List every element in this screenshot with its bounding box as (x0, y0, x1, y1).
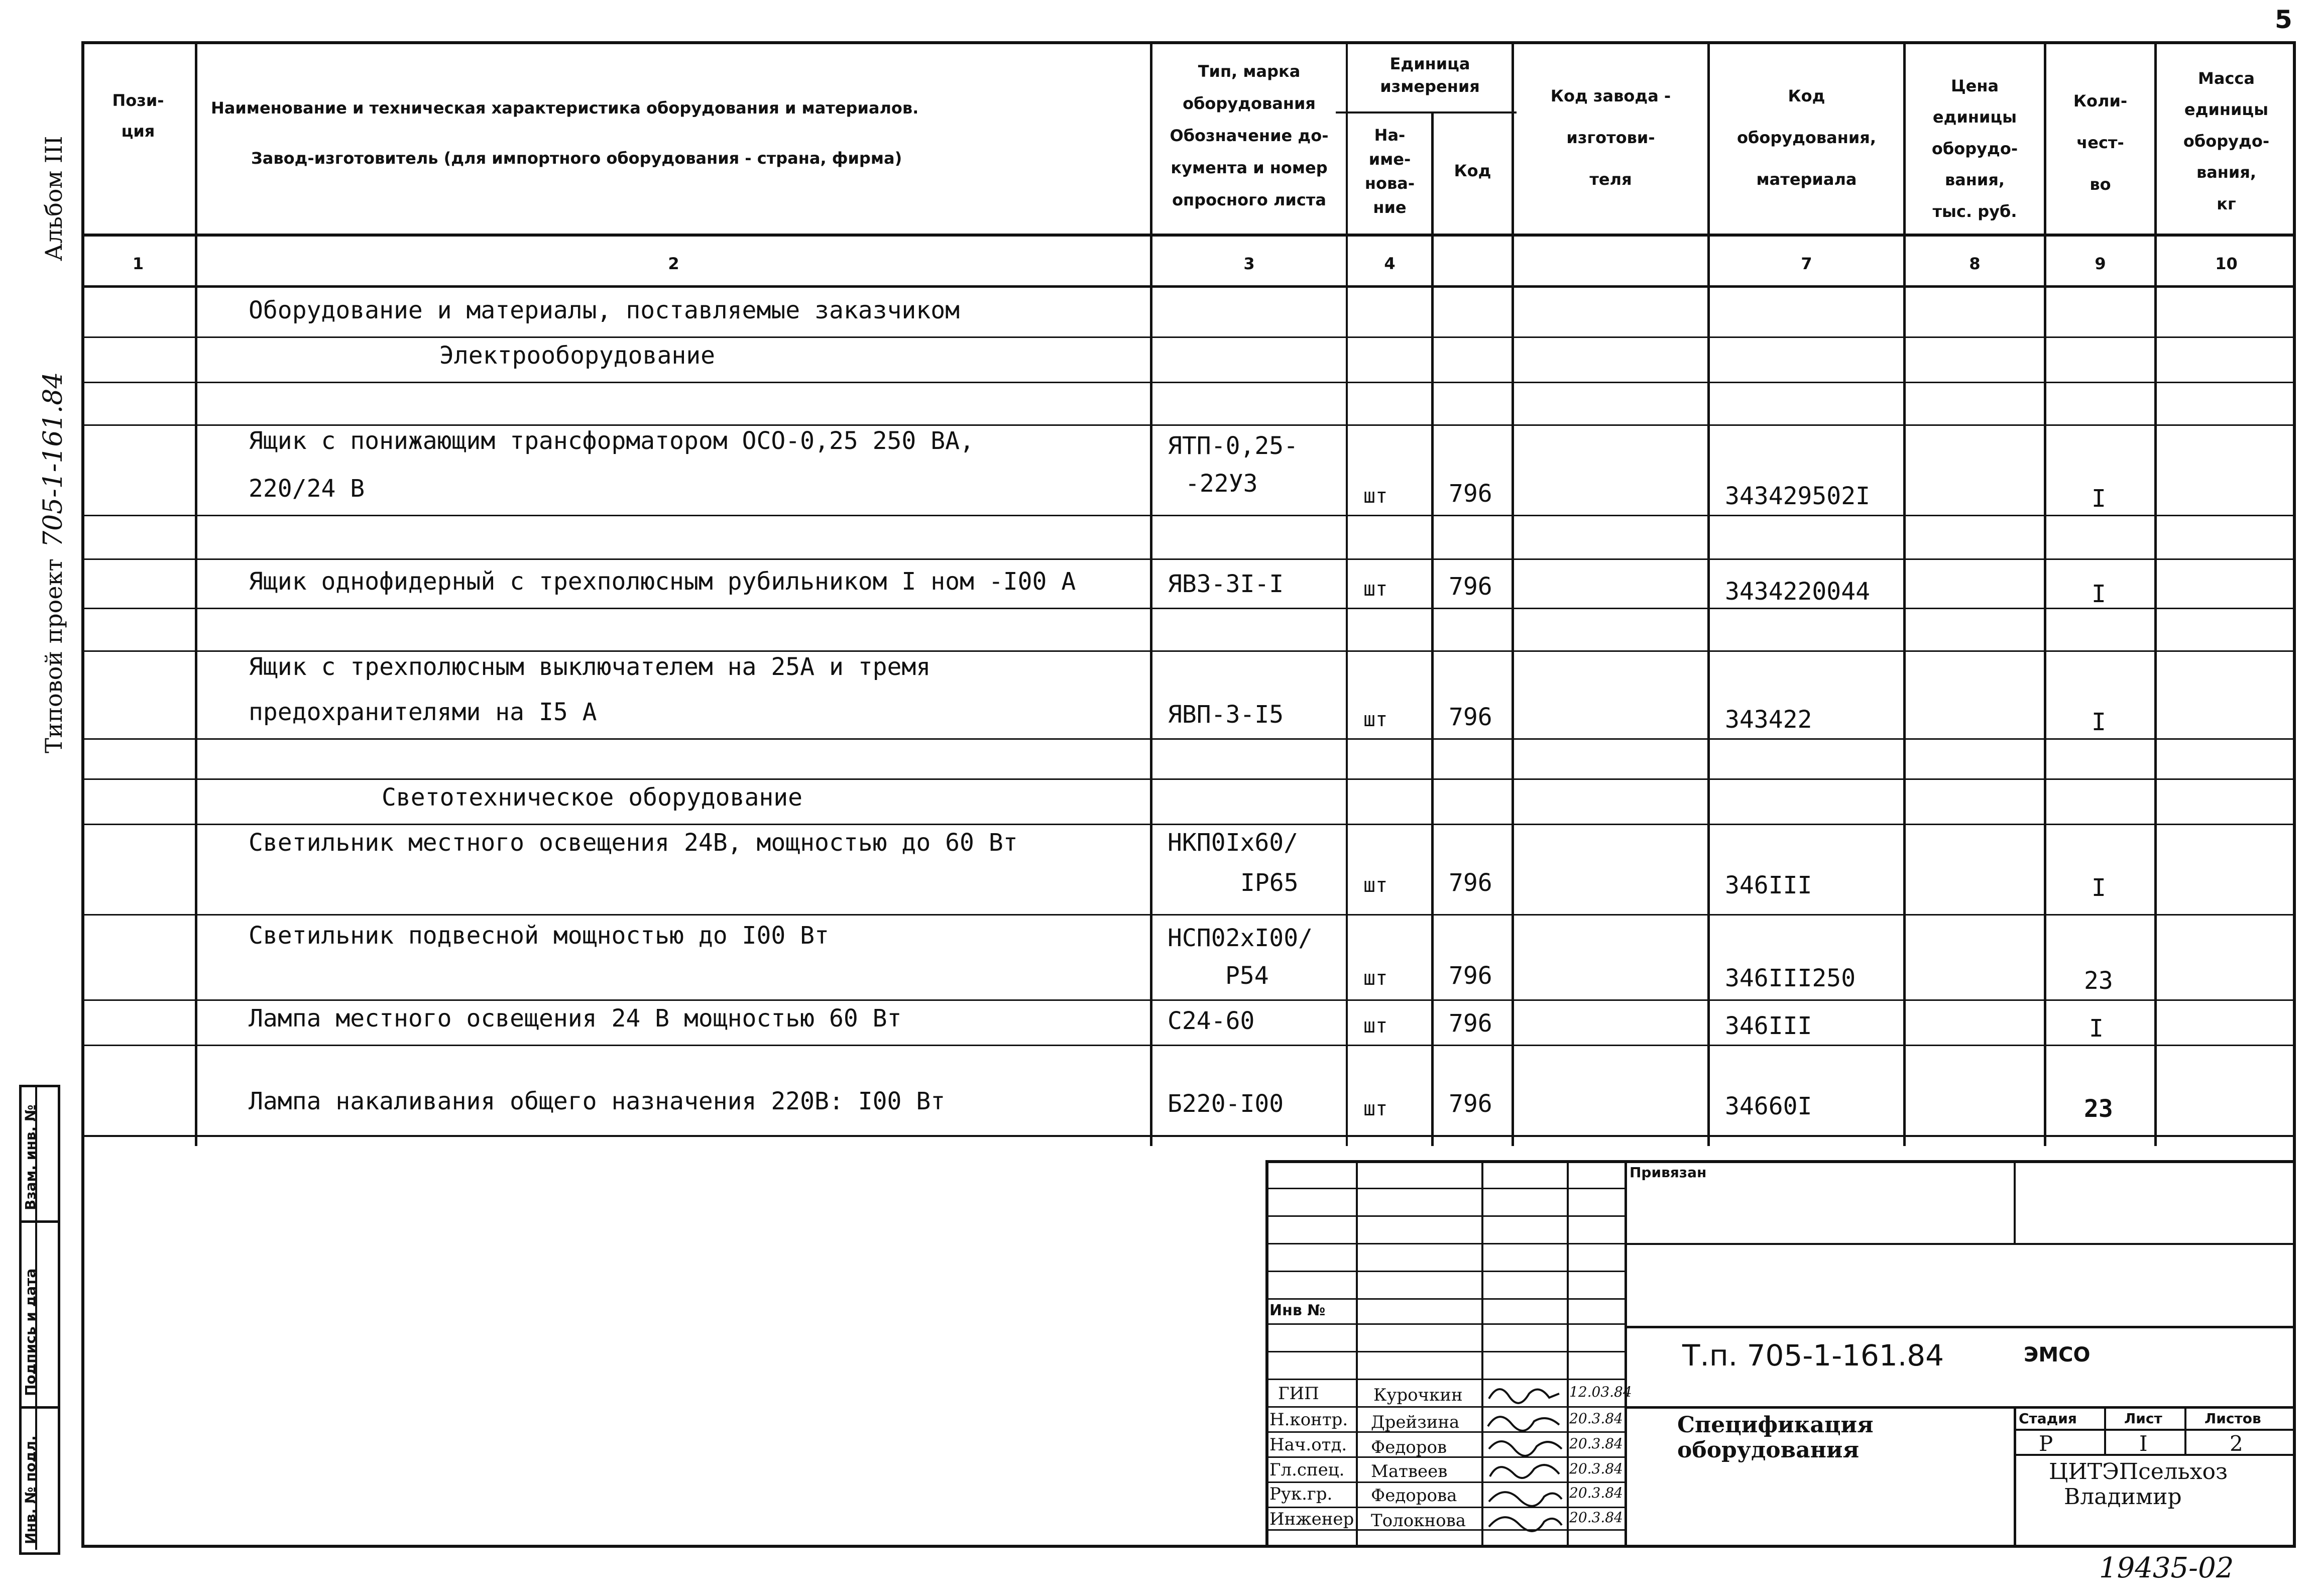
row-equipment-code: 346III (1725, 1012, 1812, 1040)
row-code: 796 (1449, 480, 1492, 508)
row-type: Б220-I00 (1168, 1090, 1284, 1118)
row-name: Оборудование и материалы, поставляемые заказчиком (249, 296, 960, 324)
row-unit: шт (1363, 967, 1388, 990)
album-label: Альбом III (40, 136, 67, 261)
row-code: 796 (1449, 869, 1492, 897)
row-unit: шт (1363, 874, 1388, 897)
header-equipment-code: Код оборудования, материала (1737, 86, 1876, 189)
row-code: 796 (1449, 703, 1492, 731)
signer-date: 20.3.84 (1569, 1509, 1623, 1526)
signer-date: 12.03.84 (1569, 1384, 1632, 1400)
row-code: 796 (1449, 962, 1492, 990)
row-equipment-code: 343429502I (1725, 482, 1870, 510)
row-name: 220/24 В (249, 475, 365, 503)
project-type-label: Типовой проект (40, 558, 67, 753)
signer-name: Курочкин (1373, 1385, 1463, 1405)
header-quantity: Коли- чест- во (2073, 91, 2128, 194)
row-unit: шт (1363, 1097, 1388, 1120)
row-code: 796 (1449, 573, 1492, 601)
row-quantity: I (2089, 1014, 2104, 1043)
stamp-inv-orig: Инв. № подл. (22, 1435, 39, 1544)
row-name: Ящик однофидерный с трехполюсным рубильником I ном -I00 А (249, 567, 1076, 596)
inv-number-label: Инв № (1269, 1302, 1326, 1319)
row-quantity: I (2092, 580, 2106, 608)
footer-archive-number: 19435-02 (2099, 1552, 2234, 1584)
signer-name: Дрейзина (1371, 1412, 1460, 1432)
row-name: Лампа накаливания общего назначения 220В: I00 Вт (249, 1087, 946, 1115)
row-code: 796 (1449, 1009, 1492, 1038)
row-quantity: 23 (2084, 1095, 2113, 1123)
signer-name: Федорова (1371, 1486, 1457, 1506)
colnum-7: 7 (1801, 254, 1812, 273)
colnum-3: 3 (1243, 254, 1255, 273)
row-name: Ящик с понижающим трансформатором ОСО-0,25 250 ВА, (249, 427, 974, 455)
document-title-1: Спецификация (1677, 1412, 1874, 1438)
row-unit: шт (1363, 578, 1388, 601)
signer-name: Толокнова (1371, 1511, 1466, 1531)
row-equipment-code: 3434220044 (1725, 578, 1870, 606)
row-equipment-code: 343422 (1725, 706, 1812, 734)
row-code: 796 (1449, 1090, 1492, 1118)
header-unit-code: Код (1454, 161, 1491, 180)
row-name: Светильник подвесной мощностью до I00 Вт (249, 922, 829, 950)
row-quantity: I (2092, 485, 2106, 513)
sheets-value: 2 (2230, 1431, 2243, 1456)
row-name: предохранителями на I5 А (249, 698, 597, 726)
signer-role: Гл.спец. (1269, 1460, 1345, 1480)
row-name: Ящик с трехполюсным выключателем на 25А и тремя (249, 653, 931, 681)
row-unit: шт (1363, 1014, 1388, 1038)
document-code: Т.п. 705-1-161.84 (1682, 1338, 1944, 1373)
row-unit: шт (1363, 485, 1388, 508)
row-quantity: 23 (2084, 967, 2113, 995)
header-unit-group: Единица измерения (1380, 54, 1480, 96)
header-mass: Масса единицы оборудо- вания, кг (2183, 69, 2270, 213)
row-unit: шт (1363, 708, 1388, 731)
row-type: С24-60 (1168, 1007, 1255, 1035)
signer-role: Инженер (1269, 1509, 1354, 1529)
sheets-label: Листов (2205, 1410, 2261, 1427)
row-name: Электрооборудование (439, 341, 716, 370)
row-quantity: I (2092, 708, 2106, 736)
header-name-line1: Наименование и техническая характеристика оборудования и материалов. (211, 98, 919, 118)
colnum-2: 2 (668, 254, 679, 273)
header-position: Пози- ция (112, 91, 164, 141)
sheet-value: I (2139, 1431, 2148, 1456)
signer-role: Нач.отд. (1269, 1435, 1347, 1455)
row-name: Лампа местного освещения 24 В мощностью 60 Вт (249, 1004, 902, 1033)
signer-name: Федоров (1371, 1437, 1447, 1457)
colnum-1: 1 (132, 254, 144, 273)
header-unit-name: На- име- нова- ние (1364, 126, 1415, 217)
row-name: Светильник местного освещения 24В, мощностью до 60 Вт (249, 829, 1018, 857)
row-type: ЯВП-3-I5 (1168, 701, 1284, 729)
signer-date: 20.3.84 (1569, 1435, 1623, 1452)
row-name: Светотехническое оборудование (382, 783, 803, 812)
signer-date: 20.3.84 (1569, 1460, 1623, 1477)
signature-scribbles (1484, 1379, 1567, 1534)
stage-label: Стадия (2019, 1410, 2077, 1427)
colnum-9: 9 (2095, 254, 2106, 273)
row-equipment-code: 346III250 (1725, 964, 1856, 992)
header-price: Цена единицы оборудо- вания, тыс. руб. (1931, 76, 2018, 221)
signer-role: Рук.гр. (1269, 1484, 1333, 1504)
document-title-2: оборудования (1677, 1437, 1860, 1463)
project-number-handwritten: 705-1-161.84 (38, 372, 68, 547)
signer-role: Н.контр. (1269, 1410, 1348, 1430)
organization-name: ЦИТЭПсельхоз (2049, 1459, 2228, 1485)
row-type: НСП02хI00/ (1168, 924, 1313, 952)
stamp-sign-date: Подпись и дата (22, 1268, 39, 1396)
signer-role: ГИП (1278, 1384, 1319, 1404)
row-type: НКП0Iх60/ (1168, 829, 1299, 857)
signer-name: Матвеев (1371, 1461, 1448, 1481)
colnum-10: 10 (2215, 254, 2238, 273)
document-suffix: ЭМСО (2024, 1343, 2091, 1366)
header-type: Тип, марка оборудования Обозначение до- кумента и номер опросного листа (1170, 62, 1329, 209)
organization-city: Владимир (2064, 1484, 2182, 1510)
row-type: IP65 (1240, 869, 1299, 897)
row-quantity: I (2092, 874, 2106, 902)
signer-date: 20.3.84 (1569, 1485, 1623, 1501)
sheet-label: Лист (2124, 1410, 2162, 1427)
stage-value: Р (2039, 1431, 2053, 1456)
header-name-line2: Завод-изготовитель (для импортного оборудования - страна, фирма) (251, 149, 902, 168)
header-factory-code: Код завода - изготови- теля (1550, 86, 1671, 189)
row-type: Р54 (1225, 962, 1269, 990)
page-number: 5 (2275, 5, 2292, 34)
row-equipment-code: 34660I (1725, 1092, 1812, 1120)
privyazan-label: Привязан (1630, 1164, 1707, 1181)
stamp-replace-inv: Взам. инв. № (22, 1104, 39, 1210)
signer-date: 20.3.84 (1569, 1410, 1623, 1427)
colnum-4: 4 (1384, 254, 1396, 273)
row-type: ЯТП-0,25- (1168, 432, 1299, 460)
row-type: -22У3 (1185, 470, 1258, 498)
colnum-8: 8 (1969, 254, 1981, 273)
row-type: ЯВЗ-3I-I (1168, 570, 1284, 598)
row-equipment-code: 346III (1725, 871, 1812, 899)
